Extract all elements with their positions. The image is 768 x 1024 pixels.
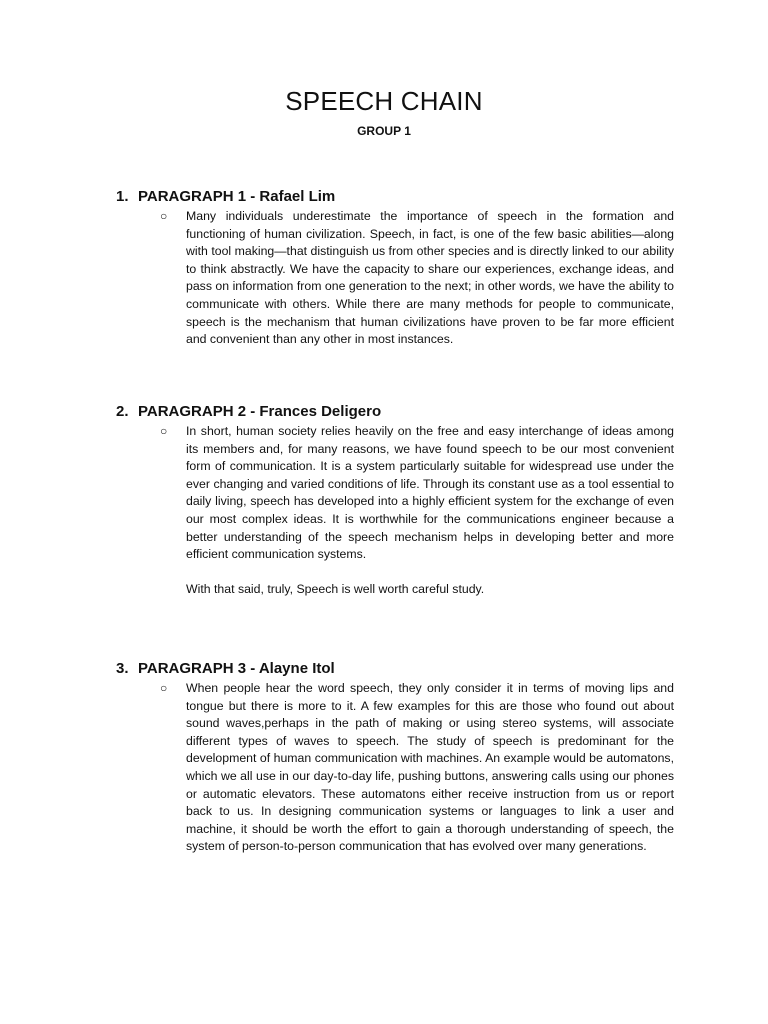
paragraph-text: Many individuals underestimate the importance of speech in the formation and functioning of human civilization. Speech, in fact, is one of the few basic abilities—along with tool making—that distinguish us from other species and is directly linked to our ability to think abstractly. We have the capacity to share our experiences, exchange ideas, and pass on information from one generation to the next; in other words, we have the ability to communicate with others. While there are many methods for people to communicate, speech is the mechanism that human civilizations have proven to be far more efficient and convenient than any other in most instances.: [186, 209, 674, 347]
hollow-circle-bullet-icon: ○: [160, 681, 168, 695]
section-heading: [116, 402, 676, 422]
document-subtitle: GROUP 1: [357, 124, 411, 138]
bullet-item: [116, 423, 676, 598]
paragraph-text: In short, human society relies heavily on the free and easy interchange of ideas among its members and, for many reasons, we have found speech to be our most convenient form of communication. It is a system particularly suitable for widespread use under the ever changing and varied conditions of life. Through its constant use as a tool essential to daily living, speech has developed into a highly efficient system for the exchange of even our most complex ideas. It is worthwhile for the communications engineer because a better understanding of the speech mechanism helps in developing better and more efficient communication systems.: [186, 424, 674, 562]
bullet-item: [116, 208, 676, 349]
section-heading-text: PARAGRAPH 2 - Frances Deligero: [138, 403, 382, 420]
section-paragraph-3: [116, 659, 676, 856]
document-title: SPEECH CHAIN: [285, 86, 483, 116]
section-number: 1.: [116, 188, 129, 205]
hollow-circle-bullet-icon: ○: [160, 209, 168, 223]
hollow-circle-bullet-icon: ○: [160, 424, 168, 438]
paragraph-text: When people hear the word speech, they only consider it in terms of moving lips and tongue but there is more to it. A few examples for this are those who found out about sound waves,perhaps in the path of making or using stereo systems, will associate different types of waves to speech. The study of speech is predominant for the development of human communication with machines. An example would be automatons, which we all use in our day-to-day life, pushing buttons, answering calls using our phones or automatic elevators. These automatons either receive instruction from us or report back to us. In designing communication systems or languages to link a user and machine, it should be worth the effort to gain a thorough understanding of speech, the system of person-to-person communication that has evolved over many generations.: [186, 681, 674, 854]
paragraph-conclusion: With that said, truly, Speech is well worth careful study.: [186, 581, 485, 596]
section-number: 3.: [116, 660, 129, 677]
section-heading-text: PARAGRAPH 3 - Alayne Itol: [138, 660, 335, 677]
section-heading: [116, 659, 676, 679]
section-paragraph-2: [116, 402, 676, 598]
section-paragraph-1: [116, 187, 676, 349]
section-heading-text: PARAGRAPH 1 - Rafael Lim: [138, 188, 336, 205]
bullet-item: [116, 680, 676, 856]
section-heading: [116, 187, 676, 207]
section-number: 2.: [116, 403, 129, 420]
